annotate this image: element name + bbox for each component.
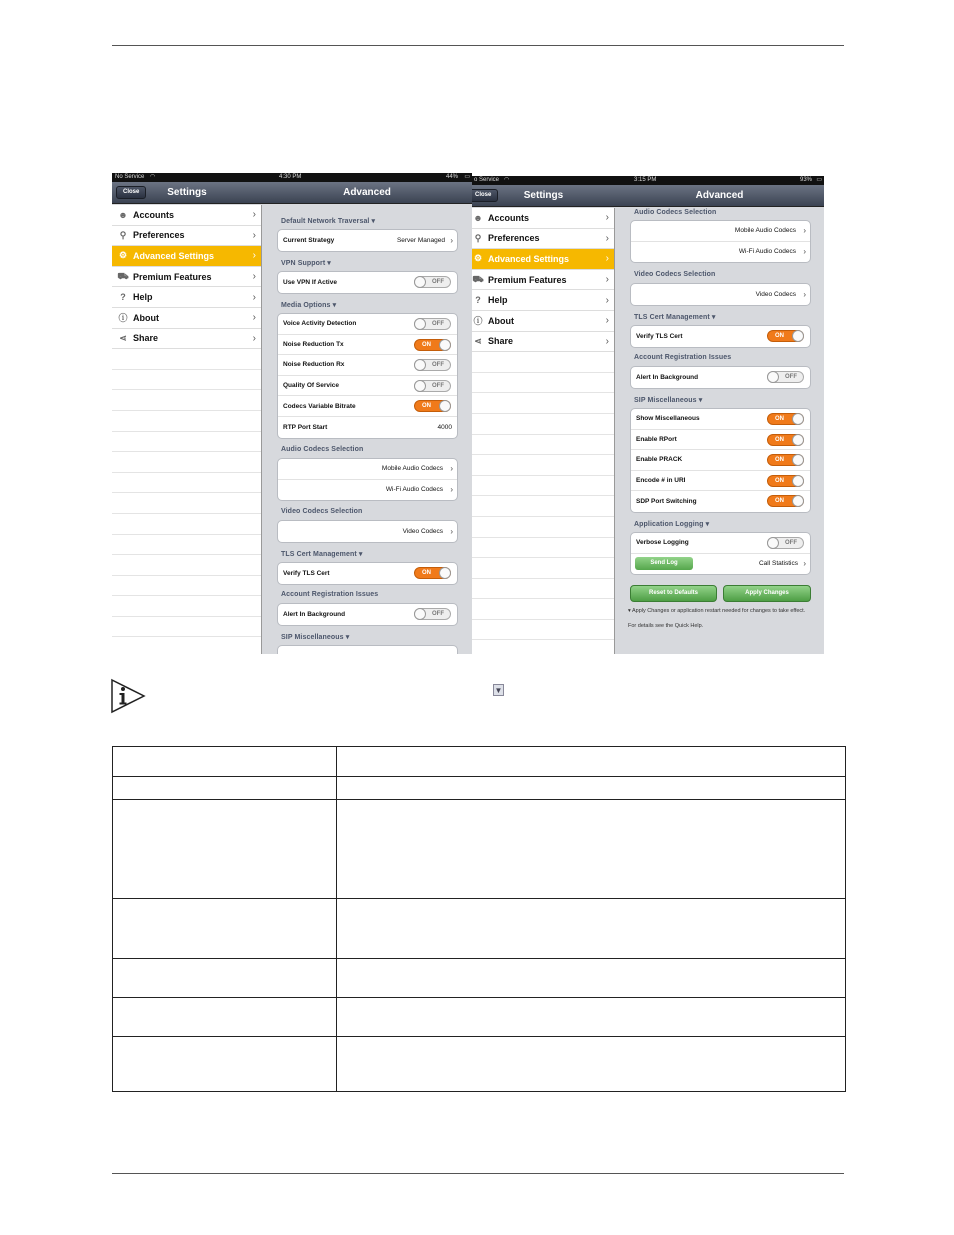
status-bar (472, 176, 824, 185)
section-header: Media Options ▾ (281, 302, 337, 309)
list-item (112, 349, 261, 370)
noise-reduction-tx-toggle[interactable]: ON (414, 339, 451, 351)
sidebar-item-about[interactable]: ⓘ About › (472, 311, 614, 332)
alert-background-row: Alert In Background OFF (278, 604, 457, 625)
section-header: VPN Support ▾ (281, 260, 331, 267)
section-header: Application Logging ▾ (634, 521, 710, 528)
send-log-row (631, 554, 810, 575)
list-item (472, 455, 614, 476)
accounts-icon: ☻ (473, 212, 483, 223)
list-item (472, 414, 614, 435)
sidebar-item-help[interactable]: ? Help › (472, 290, 614, 311)
toggle-knob (767, 537, 779, 549)
wifi-audio-codecs-row[interactable]: Wi-Fi Audio Codecs › (738, 247, 806, 257)
advanced-title: Advanced (343, 187, 391, 198)
chevron-right-icon: › (450, 464, 453, 474)
tls-card (277, 562, 458, 585)
section-header: Audio Codecs Selection (281, 446, 364, 453)
sdp-port-switching-toggle[interactable]: ON (767, 495, 804, 507)
list-item (112, 452, 261, 473)
clock-label: 3:15 PM (634, 177, 657, 183)
rtp-port-row[interactable]: RTP Port Start 4000 (283, 423, 452, 431)
verify-tls-toggle[interactable]: ON (767, 330, 804, 342)
chevron-right-icon: › (450, 526, 453, 536)
list-item (472, 435, 614, 456)
alert-background-toggle[interactable]: OFF (767, 371, 804, 383)
chevron-right-icon: › (252, 250, 256, 262)
list-item (112, 370, 261, 391)
toggle-knob (792, 434, 804, 446)
section-header: Video Codecs Selection (281, 508, 363, 515)
list-item (112, 390, 261, 411)
info-icon: ⓘ (118, 313, 128, 324)
battery-label: 44% (445, 174, 458, 180)
toggle-knob (414, 359, 426, 371)
enable-prack-toggle[interactable]: ON (767, 454, 804, 466)
battery-label: 93% (799, 177, 812, 183)
sidebar-item-advanced-settings[interactable]: ⚙ Advanced Settings › (472, 249, 614, 270)
status-bar (112, 173, 472, 182)
toggle-knob (414, 276, 426, 288)
close-button[interactable]: Close (472, 189, 498, 202)
nav-bar (112, 182, 472, 204)
verify-tls-row: Verify TLS Cert ON (278, 563, 457, 584)
section-header: Video Codecs Selection (634, 271, 716, 278)
toggle-knob (414, 608, 426, 620)
list-item (112, 576, 261, 597)
chevron-right-icon: › (252, 229, 256, 241)
chevron-right-icon: › (450, 235, 453, 245)
chevron-right-icon: › (803, 289, 806, 299)
screenshot-2 (472, 176, 824, 654)
toggle-knob (439, 400, 451, 412)
header-rule (112, 45, 844, 46)
list-item (472, 496, 614, 517)
call-statistics-link[interactable]: Call Statistics (758, 560, 798, 568)
battery-icon: ▭ (464, 174, 470, 180)
share-icon: ⋖ (474, 335, 482, 346)
registration-card (277, 603, 458, 626)
list-item (112, 514, 261, 535)
info-note-icon (108, 676, 148, 716)
screenshot-1 (112, 173, 472, 654)
sidebar-item-advanced-settings[interactable]: ⚙ Advanced Settings › (112, 246, 261, 267)
toggle-knob (439, 339, 451, 351)
qos-row: Quality Of Service OFF (278, 376, 457, 397)
audio-codecs-card (277, 458, 458, 501)
settings-title: Settings (523, 190, 564, 201)
gears-icon: ⚙ (473, 253, 483, 264)
enable-prack-row: Enable PRACK ON (631, 450, 810, 471)
network-card (277, 229, 458, 252)
sidebar-item-preferences[interactable]: ⚲ Preferences › (112, 226, 261, 247)
list-item (472, 517, 614, 538)
info-icon: ⓘ (473, 316, 483, 327)
close-button[interactable]: Close (116, 186, 146, 199)
noise-reduction-tx-row: Noise Reduction Tx ON (278, 335, 457, 356)
section-header: TLS Cert Management ▾ (634, 314, 716, 321)
registration-card (630, 366, 811, 389)
sidebar-item-premium-features[interactable]: ⛟ Premium Features › (112, 267, 261, 288)
list-item (112, 555, 261, 576)
encode-uri-row: Encode # in URI ON (631, 471, 810, 492)
sdp-port-switching-row: SDP Port Switching ON (631, 491, 810, 512)
wifi-icon: ◠ (150, 174, 156, 180)
share-icon: ⋖ (119, 332, 127, 343)
toggle-knob (792, 454, 804, 466)
audio-codecs-card (630, 220, 811, 263)
sidebar-item-accounts[interactable]: ☻ Accounts › (472, 208, 614, 229)
verify-tls-row: Verify TLS Cert ON (631, 326, 810, 347)
chevron-right-icon: › (450, 485, 453, 495)
sidebar-item-preferences[interactable]: ⚲ Preferences › (472, 229, 614, 250)
section-header: Account Registration Issues (634, 354, 732, 361)
list-item (472, 352, 614, 373)
clock-label: 4:30 PM (279, 174, 302, 180)
chevron-right-icon: › (605, 315, 609, 327)
sidebar-item-share[interactable]: ⋖ Share › (472, 332, 614, 353)
sidebar-item-share[interactable]: ⋖ Share › (112, 329, 261, 350)
use-vpn-toggle[interactable]: OFF (414, 276, 451, 288)
use-vpn-row: Use VPN If Active OFF (278, 272, 457, 293)
current-strategy-row[interactable]: Current Strategy Server Managed › (283, 235, 453, 245)
footer-rule (112, 1173, 844, 1174)
list-item (112, 596, 261, 617)
list-item (472, 558, 614, 579)
vad-row: Voice Activity Detection OFF (278, 314, 457, 335)
show-misc-row: Show Miscellaneous ON (631, 409, 810, 430)
toggle-knob (414, 318, 426, 330)
chevron-right-icon: › (252, 332, 256, 344)
vad-toggle[interactable]: OFF (414, 318, 451, 330)
preferences-icon: ⚲ (119, 229, 127, 240)
verbose-logging-row: Verbose Logging OFF (631, 533, 810, 554)
carrier-label: No Service (115, 174, 145, 180)
video-codecs-card (277, 520, 458, 543)
chevron-right-icon: › (605, 335, 609, 347)
toggle-knob (767, 371, 779, 383)
chevron-right-icon: › (803, 226, 806, 236)
section-header: TLS Cert Management ▾ (281, 551, 363, 558)
chevron-right-icon: › (605, 212, 609, 224)
enable-rport-toggle[interactable]: ON (767, 434, 804, 446)
chevron-right-icon: › (252, 291, 256, 303)
video-codecs-row[interactable]: Video Codecs › (402, 526, 453, 536)
list-item (472, 393, 614, 414)
toggle-knob (792, 495, 804, 507)
chevron-right-icon: › (803, 247, 806, 257)
list-item (112, 432, 261, 453)
noise-reduction-rx-row: Noise Reduction Rx OFF (278, 355, 457, 376)
video-codecs-row[interactable]: Video Codecs › (755, 289, 806, 299)
chevron-right-icon: › (252, 312, 256, 324)
section-header: SIP Miscellaneous ▾ (281, 634, 350, 641)
list-item (112, 535, 261, 556)
dropdown-triangle-icon: ▼ (494, 685, 503, 695)
list-item (472, 599, 614, 620)
advanced-detail (263, 205, 472, 654)
toggle-knob (792, 330, 804, 342)
preferences-icon: ⚲ (474, 232, 482, 243)
verify-tls-toggle[interactable]: ON (414, 567, 451, 579)
encode-uri-toggle[interactable]: ON (767, 475, 804, 487)
nav-bar (472, 185, 824, 207)
list-item (472, 476, 614, 497)
chevron-right-icon: › (605, 232, 609, 244)
apply-changes-button[interactable]: Apply Changes (723, 585, 811, 602)
list-item (112, 617, 261, 638)
sidebar-item-accounts[interactable]: ☻ Accounts › (112, 205, 261, 226)
alert-background-row: Alert In Background OFF (631, 367, 810, 388)
advanced-title: Advanced (695, 190, 744, 201)
chevron-right-icon: › (605, 294, 609, 306)
battery-icon: ▭ (816, 177, 822, 183)
help-icon: ? (120, 292, 126, 303)
cart-icon: ⛟ (472, 273, 484, 284)
list-item (472, 579, 614, 600)
section-header: Audio Codecs Selection (634, 209, 717, 216)
sip-card (630, 408, 811, 513)
wifi-audio-codecs-row[interactable]: Wi-Fi Audio Codecs › (385, 485, 453, 495)
table-row (113, 777, 846, 800)
toggle-knob (414, 380, 426, 392)
enable-rport-row: Enable RPort ON (631, 430, 810, 451)
chevron-right-icon: › (605, 274, 609, 286)
list-item (472, 373, 614, 394)
list-item (472, 620, 614, 641)
toggle-knob (439, 567, 451, 579)
tls-card (630, 325, 811, 348)
cart-icon: ⛟ (117, 270, 129, 281)
wifi-icon: ◠ (504, 177, 510, 183)
mobile-audio-codecs-row[interactable]: Mobile Audio Codecs › (278, 459, 457, 480)
chevron-right-icon: › (803, 559, 806, 569)
vpn-card (277, 271, 458, 294)
list-item (112, 411, 261, 432)
settings-table (112, 746, 846, 1092)
table-row (113, 899, 846, 959)
noise-reduction-rx-toggle[interactable]: OFF (414, 359, 451, 371)
settings-sidebar (112, 205, 262, 654)
chevron-right-icon: › (252, 209, 256, 221)
table-row (113, 747, 846, 777)
logging-card (630, 532, 811, 575)
sip-card-partial (277, 645, 458, 654)
alert-background-toggle[interactable]: OFF (414, 608, 451, 620)
video-codecs-card (630, 283, 811, 306)
send-log-button[interactable]: Send Log (635, 557, 693, 570)
show-misc-toggle[interactable]: ON (767, 413, 804, 425)
section-header: SIP Miscellaneous ▾ (634, 397, 703, 404)
help-icon: ? (475, 295, 481, 306)
sidebar-item-about[interactable]: ⓘ About › (112, 308, 261, 329)
sidebar-item-help[interactable]: ? Help › (112, 287, 261, 308)
table-row (113, 998, 846, 1037)
table-row (113, 959, 846, 998)
media-card (277, 313, 458, 439)
table-row (113, 1037, 846, 1092)
reset-defaults-button[interactable]: Reset to Defaults (630, 585, 717, 602)
sidebar-item-premium-features[interactable]: ⛟ Premium Features › (472, 270, 614, 291)
table-row (113, 800, 846, 899)
codecs-variable-bitrate-toggle[interactable]: ON (414, 400, 451, 412)
section-header: Account Registration Issues (281, 591, 379, 598)
settings-title: Settings (167, 187, 207, 198)
gears-icon: ⚙ (118, 250, 128, 261)
chevron-right-icon: › (252, 271, 256, 283)
toggle-knob (792, 413, 804, 425)
toggle-knob (792, 475, 804, 487)
list-item (112, 473, 261, 494)
list-item (112, 493, 261, 514)
settings-sidebar (472, 208, 615, 654)
verbose-logging-toggle[interactable]: OFF (767, 537, 804, 549)
advanced-detail (616, 208, 824, 654)
apply-note: ▾ Apply Changes or application restart needed for changes to take effect. (628, 608, 806, 614)
chevron-right-icon: › (605, 253, 609, 265)
quick-help-note: For details see the Quick Help. (628, 623, 704, 629)
codecs-variable-bitrate-row: Codecs Variable Bitrate ON (278, 396, 457, 417)
accounts-icon: ☻ (118, 209, 128, 220)
carrier-label: o Service (474, 177, 500, 183)
qos-toggle[interactable]: OFF (414, 380, 451, 392)
section-header: Default Network Traversal ▾ (281, 218, 376, 225)
mobile-audio-codecs-row[interactable]: Mobile Audio Codecs › (631, 221, 810, 242)
list-item (472, 538, 614, 559)
